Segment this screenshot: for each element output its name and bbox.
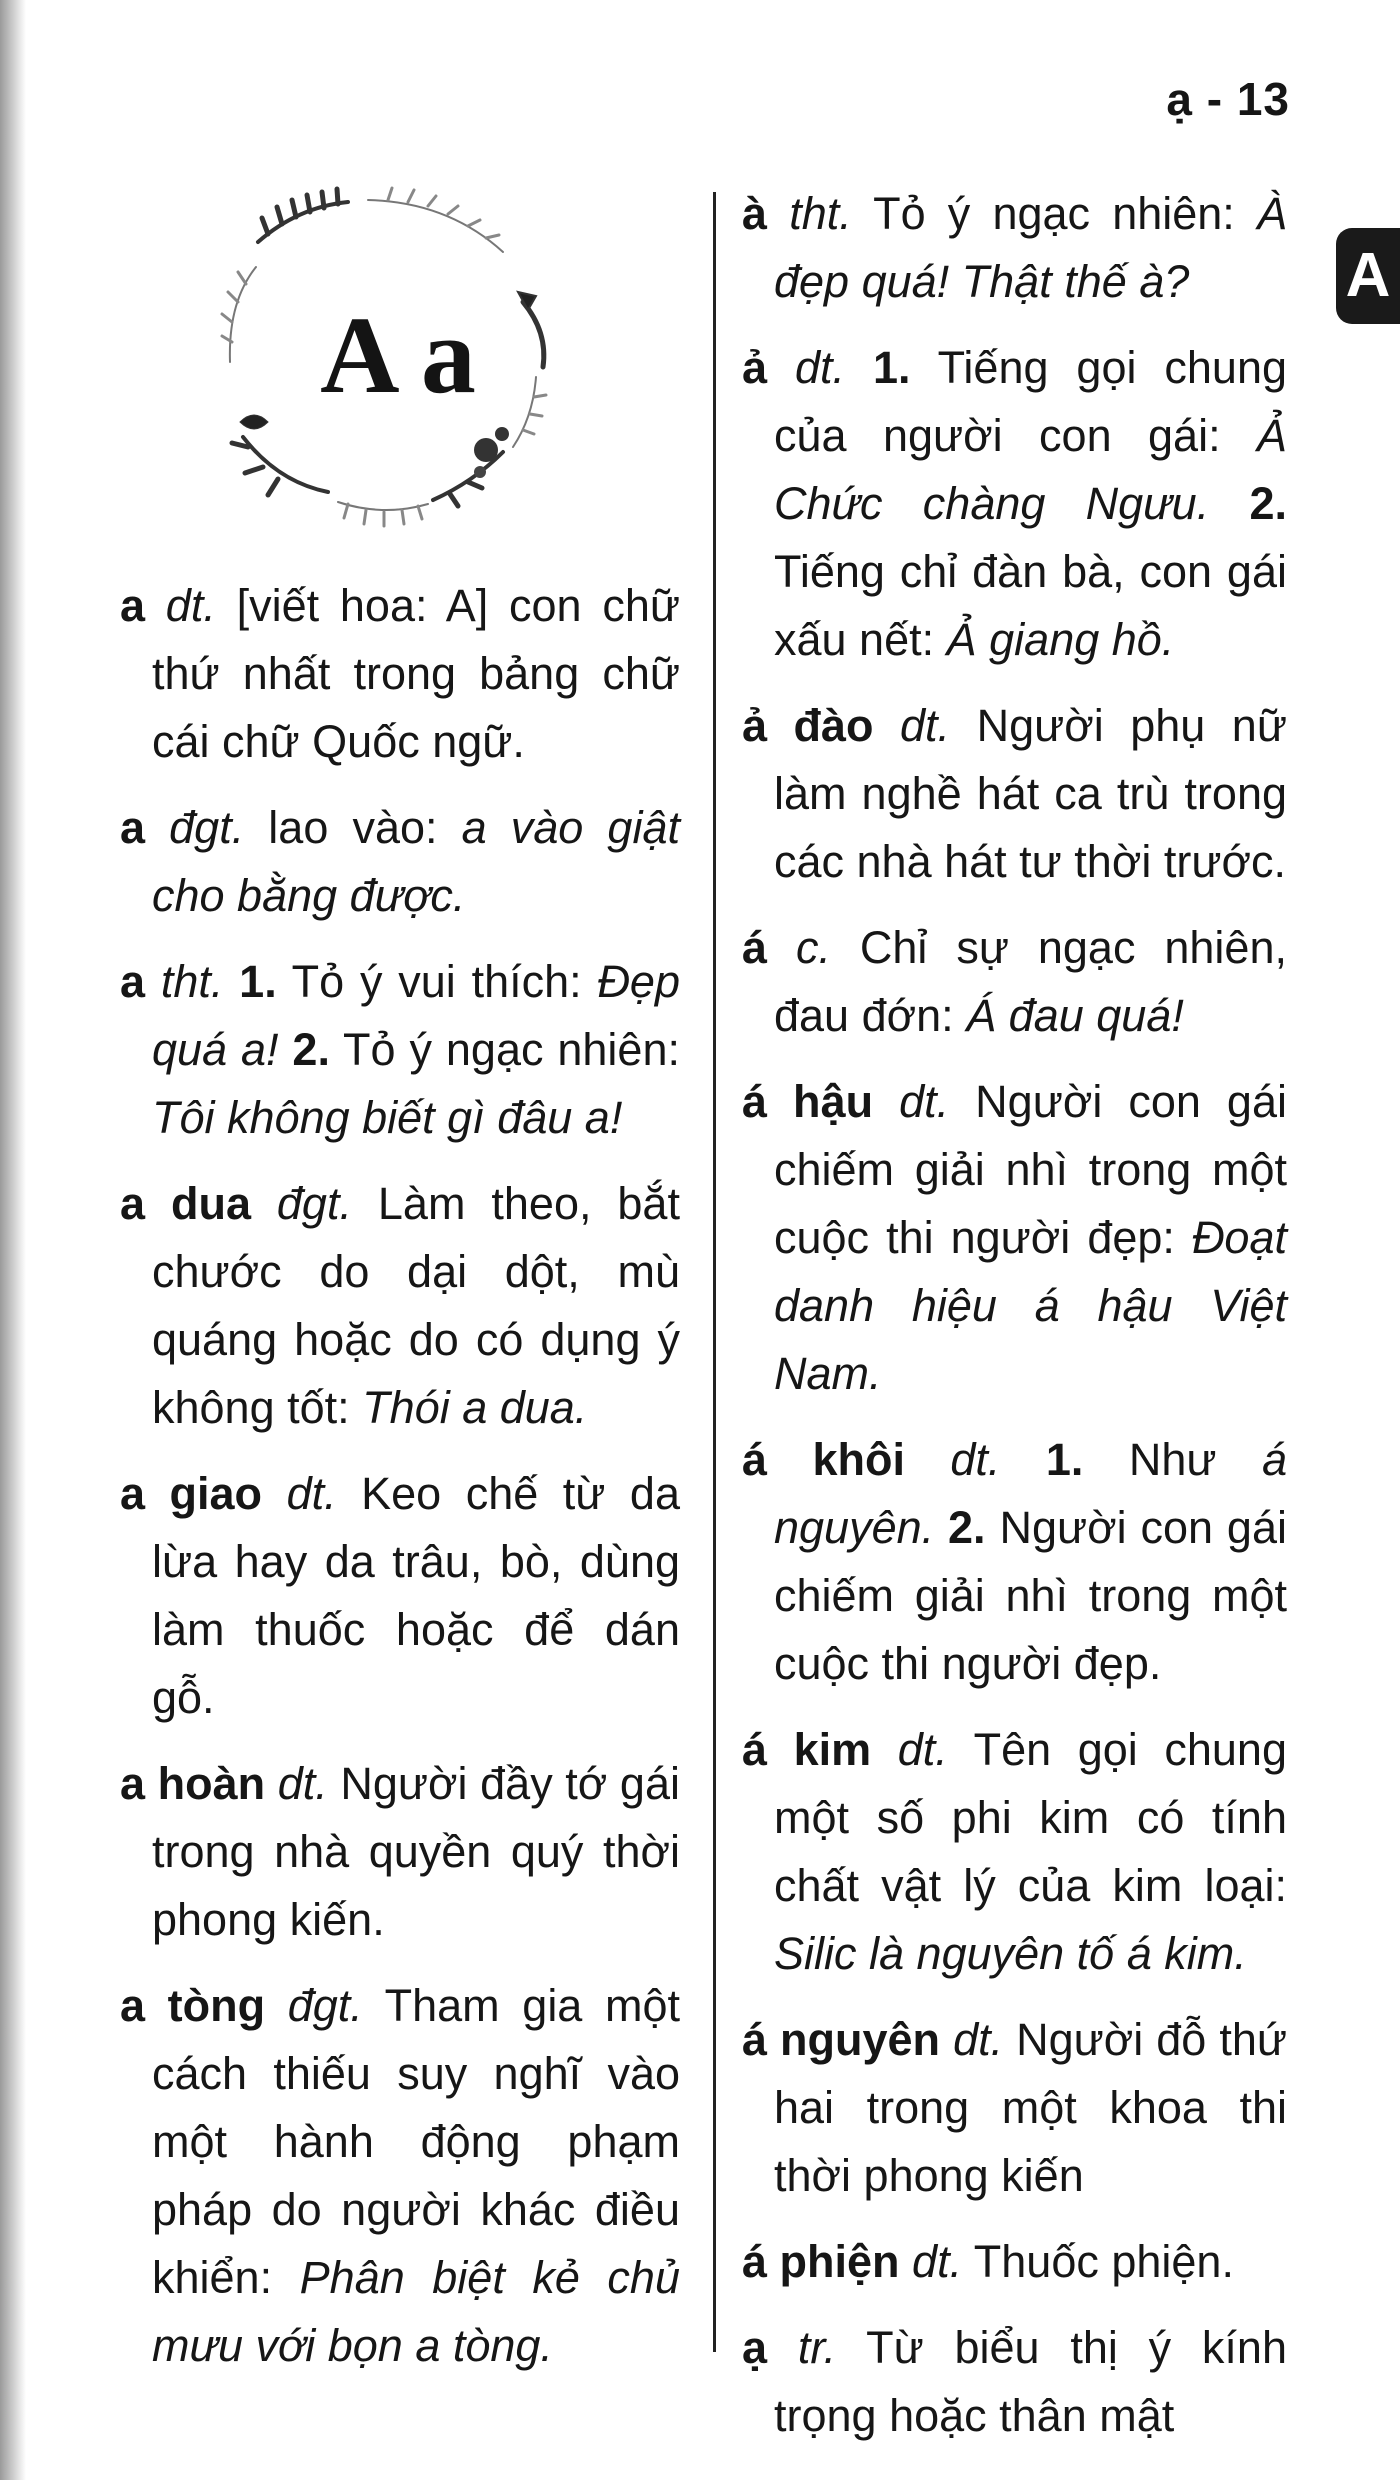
part-of-speech: dt. <box>794 342 846 393</box>
example: Á đau quá! <box>966 990 1184 1041</box>
headword: à <box>742 188 768 239</box>
entry-a-dao <box>742 692 1287 896</box>
headword: á khôi <box>742 1434 905 1485</box>
example: Đẹp quá a! <box>152 956 680 1075</box>
part-of-speech: dt. <box>277 1758 328 1809</box>
part-of-speech: dt. <box>953 2014 1004 2065</box>
column-divider <box>713 192 716 2352</box>
definition: Tỏ ý ngạc nhiên: <box>329 1024 680 1075</box>
entry-a-tht <box>120 948 680 1152</box>
headword: á nguyên <box>742 2014 941 2065</box>
thumb-index-tab: A <box>1336 228 1400 324</box>
definition: Keo chế từ da lừa hay da trâu, bò, dùng làm thuốc hoặc để dán gỗ. <box>152 1468 680 1723</box>
part-of-speech: đgt. <box>287 1980 363 2031</box>
entry-a-giao <box>120 1460 680 1732</box>
headword: á hậu <box>742 1076 874 1127</box>
sense-number: 2. <box>1209 478 1287 529</box>
headword: á phiện <box>742 2236 900 2287</box>
example: Phân biệt kẻ chủ mưu với bọn a tòng. <box>152 2252 680 2371</box>
part-of-speech: đgt. <box>169 802 245 853</box>
headword: a dua <box>120 1178 251 1229</box>
entry-a-khoi <box>742 1426 1287 1698</box>
definition: Người phụ nữ làm nghề hát ca trù trong các nhà hát tư thời trước. <box>774 700 1287 887</box>
right-column <box>742 180 1287 2468</box>
part-of-speech: tht. <box>789 188 852 239</box>
definition: Tiếng gọi chung của người con gái: <box>774 342 1287 461</box>
entry-a-hoan <box>120 1750 680 1954</box>
definition: lao vào: <box>244 802 462 853</box>
headword: a <box>120 802 146 853</box>
headword: a hoàn <box>120 1758 266 1809</box>
sense-number: 1. <box>239 956 277 1007</box>
definition: Từ biểu thị ý kính trọng hoặc thân mật <box>774 2322 1287 2441</box>
left-column <box>120 572 680 2398</box>
definition: Tiếng chỉ đàn bà, con gái xấu nết: <box>774 546 1287 665</box>
example: Ả giang hồ. <box>946 614 1175 665</box>
headword: ả đào <box>742 700 874 751</box>
part-of-speech: c. <box>795 922 831 973</box>
example: Thói a dua. <box>362 1382 588 1433</box>
definition: Tên gọi chung một số phi kim có tính chất vật lý của kim loại: <box>774 1724 1287 1911</box>
entry-a-dgt <box>120 794 680 930</box>
sense-number: 1. <box>845 342 911 393</box>
example: Silic là nguyên tố á kim. <box>774 1928 1247 1979</box>
sense-number: 2. <box>934 1502 986 1553</box>
definition: [viết hoa: A] con chữ thứ nhất trong bảng chữ cái chữ Quốc ngữ. <box>152 580 680 767</box>
entry-a-acute <box>742 914 1287 1050</box>
headword: ả <box>742 342 768 393</box>
letter-wreath <box>218 182 578 552</box>
definition: Tỏ ý ngạc nhiên: <box>851 188 1257 239</box>
page-header: ạ - 13 <box>1166 73 1290 125</box>
definition: Người đỗ thứ hai trong một khoa thi thời phong kiến <box>774 2014 1287 2201</box>
headword: a giao <box>120 1468 263 1519</box>
example: Tôi không biết gì đâu a! <box>152 1092 623 1143</box>
definition: Như <box>1083 1434 1262 1485</box>
headword: á <box>742 922 768 973</box>
part-of-speech: dt. <box>950 1434 1001 1485</box>
entry-a-nguyen <box>742 2006 1287 2210</box>
definition: Tham gia một cách thiếu suy nghĩ vào một hành động phạm pháp do người khác điều khiển: <box>152 1980 680 2303</box>
part-of-speech: đgt. <box>276 1178 352 1229</box>
entry-a-grave <box>742 180 1287 316</box>
part-of-speech: dt. <box>286 1468 337 1519</box>
headword: a <box>120 580 146 631</box>
headword: a tòng <box>120 1980 266 2031</box>
example: Ả Chức chàng Ngưu. <box>774 410 1287 529</box>
part-of-speech: dt. <box>912 2236 963 2287</box>
definition: Người con gái chiếm giải nhì trong một cuộc thi người đẹp. <box>774 1502 1287 1689</box>
entry-a-hook <box>742 334 1287 674</box>
entry-a-dt <box>120 572 680 776</box>
entry-a-hau <box>742 1068 1287 1408</box>
entry-a-phien <box>742 2228 1287 2296</box>
entry-a-kim <box>742 1716 1287 1988</box>
letter-mark: A a <box>320 294 476 416</box>
part-of-speech: tr. <box>797 2322 837 2373</box>
part-of-speech: dt. <box>900 700 951 751</box>
sense-number: 1. <box>1000 1434 1084 1485</box>
definition: Người đầy tớ gái trong nhà quyền quý thời phong kiến. <box>152 1758 680 1945</box>
headword: ạ <box>742 2322 768 2373</box>
page-edge-shadow <box>0 0 26 2480</box>
example: À đẹp quá! Thật thế à? <box>774 188 1287 307</box>
part-of-speech: dt. <box>899 1076 950 1127</box>
headword: á kim <box>742 1724 872 1775</box>
definition: Chỉ sự ngạc nhiên, đau đớn: <box>774 922 1287 1041</box>
definition: Tỏ ý vui thích: <box>276 956 598 1007</box>
part-of-speech: dt. <box>897 1724 948 1775</box>
headword: a <box>120 956 146 1007</box>
entry-a-tong <box>120 1972 680 2380</box>
entry-a-dot <box>742 2314 1287 2450</box>
example: a vào giật cho bằng được. <box>152 802 680 921</box>
part-of-speech: tht. <box>160 956 224 1007</box>
definition: Người con gái chiếm giải nhì trong một cuộc thi người đẹp: <box>774 1076 1287 1263</box>
definition: Làm theo, bắt chước do dại dột, mù quáng hoặc do có dụng ý không tốt: <box>152 1178 680 1433</box>
definition: Thuốc phiện. <box>962 2236 1234 2287</box>
entry-a-dua <box>120 1170 680 1442</box>
example: Đoạt danh hiệu á hậu Việt Nam. <box>774 1212 1287 1399</box>
part-of-speech: dt. <box>165 580 216 631</box>
example: á nguyên. <box>774 1434 1287 1553</box>
sense-number: 2. <box>278 1024 330 1075</box>
